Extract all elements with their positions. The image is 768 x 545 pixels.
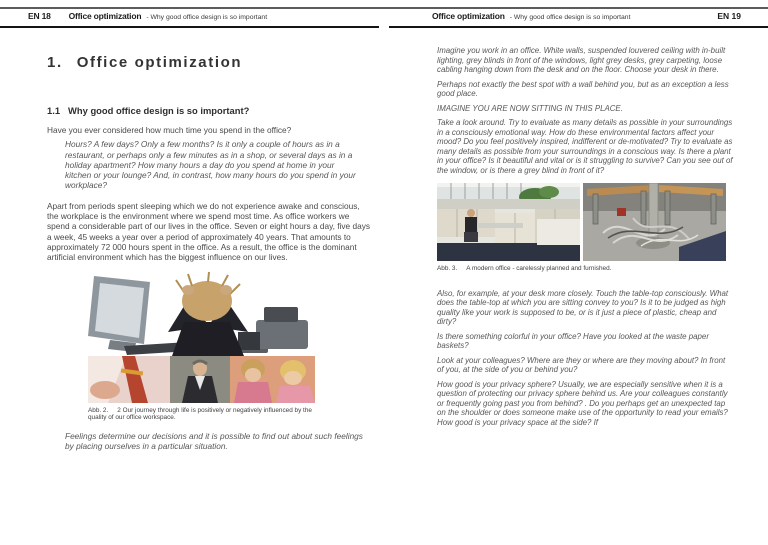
collage-illustration: [88, 270, 315, 403]
section-title: Why good office design is so important?: [68, 105, 250, 116]
chapter-title: Office optimization: [76, 54, 243, 71]
paragraph: Is there something colorful in your office? Have you looked at the waste paper baskets?: [437, 331, 709, 351]
section-heading: [47, 105, 370, 116]
header-right: [432, 11, 630, 25]
paragraph-imagine: IMAGINE YOU ARE NOW SITTING IN THIS PLACE.: [437, 103, 623, 113]
header-top-rule: [0, 7, 768, 9]
photo-businessman: [170, 356, 230, 403]
header-title-left: Office optimization: [68, 11, 142, 21]
figure-caption-abb2: [88, 407, 326, 422]
chapter-number: 1.: [47, 54, 63, 71]
caption-label: Abb. 2.: [88, 406, 109, 414]
header-title-right: Office optimization: [432, 11, 505, 21]
figure-modern-office: [437, 183, 735, 261]
page-right: [384, 28, 768, 545]
paragraph: Perhaps not exactly the best spot with a wall behind you, but as an exception a less good place.: [437, 79, 729, 98]
paragraph: Take a look around. Try to evaluate as many details as possible in your surroundings in a consciously emotional way. How do these environmental factors affect your mood? Do you feel positively inspired, indifferent or de-motivated? Try to evaluate as many details as possible from your surroundings in a conscious way. Is there a plant in your office? Is it beautiful and vital or is it struggling to survive? Can you see out of the window, or is there a grey blind in front of it?: [437, 118, 733, 175]
photo-children: [230, 356, 315, 403]
header-subtitle-left: - Why good office design is so important: [146, 14, 268, 21]
caption-text: 2 Our journey through life is positively or negatively influenced by the quality of our office workspace.: [88, 406, 312, 422]
paragraph: Also, for example, at your desk more closely. Touch the table-top consciously. What does the table-top at which you are sitting convey to you? Is it to be judged as high quality like your work is supposed to be, or is it just a piece of plastic, cheap and dirty?: [437, 288, 729, 327]
paragraph: How good is your privacy sphere? Usually, we are especially sensitive when it is a question of protecting our privacy sphere behind us. Are your colleagues constantly or frequently going past you from behind? . Do you perhaps get an unexpected tap on the shoulder or does someone make use of the opportunity to read your emails? How good is your privacy space at the side? If: [437, 379, 728, 427]
section-number: 1.1: [47, 105, 61, 116]
paragraph: Imagine you work in an office. White walls, suspended louvered ceiling with in-built lighting, grey blinds in front of the windows, light grey desks, grey carpeting, loose cabling hanging down from the desk and on the floor. Choose your desk in there.: [437, 46, 726, 74]
chapter-heading: [47, 54, 370, 71]
page-number-left: EN 18: [28, 11, 51, 21]
page-left: [0, 28, 384, 545]
paragraph: Look at your colleagues? Where are they or where are they moving about? In front of you, at the side of you or behind you?: [437, 355, 726, 375]
quote-paragraph: Hours? A few days? Only a few months? Is it only a couple of hours as in a restaurant, or perhaps only a few minutes as in a shop, or several days as in a holiday apartment? How many hours a day do you spend at home in your kitchen or your lounge? And, in contrast, how many hours do you spend in your workplace?: [65, 139, 356, 191]
photo-tangled-cables: [583, 183, 726, 261]
body-paragraph: Apart from periods spent sleeping which we do not experience awake and conscious, the workplace is the environment where we spend most time. As office workers we spend a considerable part of our lives in the office. Seven or eight hours a day, five days a week, 45 weeks a year over a period of approximately 40 years. That amounts to approximately 72 000 hours spent in the office. As a result, the office is the dominant artificial environment which has the biggest influence on our lives.: [47, 200, 371, 263]
page-number-right: EN 19: [717, 11, 741, 21]
photo-office-cubicles: [437, 183, 580, 261]
header-subtitle-right: - Why good office design is so important: [509, 14, 631, 21]
photo-tie: [88, 356, 170, 403]
header-left: [28, 11, 267, 25]
caption-text: A modern office - carelessly planned and furnished.: [466, 265, 612, 272]
figure-office-worker-collage: [88, 270, 315, 403]
intro-paragraph: Have you ever considered how much time you spend in the office?: [47, 125, 292, 135]
caption-label: Abb. 3.: [437, 265, 458, 272]
closing-paragraph: Feelings determine our decisions and it is possible to find out about such feelings by placing ourselves in a particular situation.: [65, 430, 363, 452]
figure-caption-abb3: [437, 265, 727, 273]
